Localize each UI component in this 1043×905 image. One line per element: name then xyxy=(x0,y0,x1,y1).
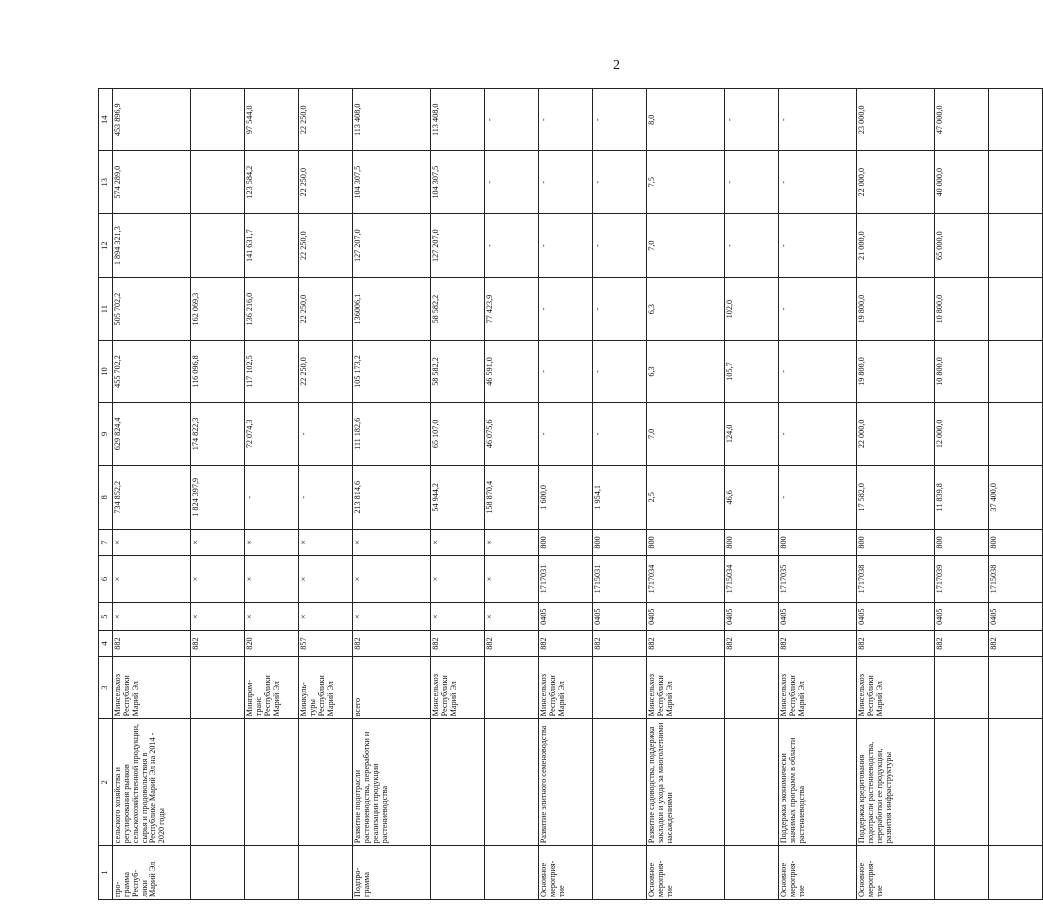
table-cell: Минпром- транс Республики Марий Эл xyxy=(245,656,299,718)
table-cell: 820 xyxy=(245,631,299,657)
column-header: 7 xyxy=(99,530,113,556)
table-cell: 19 800,0 xyxy=(857,340,935,402)
table-cell: 455 702,2 xyxy=(113,340,191,402)
table-cell: Минкуль- туры Республики Марий Эл xyxy=(299,656,353,718)
table-cell: 882 xyxy=(725,631,779,657)
table-cell: × xyxy=(485,603,539,631)
table-cell: 1 954,1 xyxy=(593,465,647,530)
table-cell: 158 870,4 xyxy=(485,465,539,530)
table-cell: × xyxy=(485,530,539,556)
table-row xyxy=(191,89,245,900)
table-cell: Основное мероприя- тие xyxy=(539,846,593,900)
table-cell: 882 xyxy=(353,631,431,657)
table-cell: 65 107,0 xyxy=(431,403,485,465)
table-cell: 11 839,8 xyxy=(935,465,989,530)
table-cell: × xyxy=(431,530,485,556)
table-cell: 54 944,2 xyxy=(431,465,485,530)
table-cell: 1715034 xyxy=(725,555,779,602)
table-cell: 113 408,0 xyxy=(353,89,431,152)
table-cell: × xyxy=(299,530,353,556)
table-cell: 0405 xyxy=(593,603,647,631)
table-cell: × xyxy=(245,555,299,602)
table-cell: 124,0 xyxy=(725,403,779,465)
table-cell: 0405 xyxy=(989,603,1043,631)
table-cell xyxy=(989,151,1043,213)
table-cell: × xyxy=(353,603,431,631)
table-cell xyxy=(989,846,1043,900)
table-row xyxy=(245,89,299,900)
column-header: 3 xyxy=(99,656,113,718)
column-header: 1 xyxy=(99,846,113,900)
table-cell xyxy=(725,656,779,718)
table-cell: 0405 xyxy=(539,603,593,631)
table-cell: 141 631,7 xyxy=(245,213,299,278)
table-cell: 1717038 xyxy=(857,555,935,602)
table-cell: 19 800,0 xyxy=(857,278,935,340)
table-row xyxy=(485,89,539,900)
table-cell xyxy=(245,846,299,900)
table-cell: 629 824,4 xyxy=(113,403,191,465)
table-cell: 17 582,0 xyxy=(857,465,935,530)
table-cell: 23 000,0 xyxy=(857,89,935,152)
table-cell: Подпро- грамма xyxy=(353,846,431,900)
table-cell: 6,3 xyxy=(647,278,725,340)
table-cell xyxy=(299,719,353,846)
table-cell: 65 000,0 xyxy=(935,213,989,278)
table-cell: - xyxy=(299,465,353,530)
table-cell: 453 896,9 xyxy=(113,89,191,152)
table-cell: - xyxy=(593,403,647,465)
table-cell: × xyxy=(431,603,485,631)
table-cell: - xyxy=(725,89,779,152)
table-cell: 882 xyxy=(857,631,935,657)
table-cell: 800 xyxy=(935,530,989,556)
table-cell: - xyxy=(779,278,857,340)
table-cell: Развитие элитного семеноводства xyxy=(539,719,593,846)
table-cell: 111 182,6 xyxy=(353,403,431,465)
table-cell: 213 814,6 xyxy=(353,465,431,530)
table-cell: 12 000,0 xyxy=(935,403,989,465)
table-cell: 47 000,0 xyxy=(935,89,989,152)
table-cell: - xyxy=(779,340,857,402)
table-cell xyxy=(191,656,245,718)
table-cell xyxy=(299,846,353,900)
table-cell: Минсельхоз Республики Марий Эл xyxy=(431,656,485,718)
table-cell xyxy=(191,846,245,900)
table-cell: 574 289,0 xyxy=(113,151,191,213)
table-cell: 800 xyxy=(989,530,1043,556)
table-cell: - xyxy=(779,213,857,278)
table-row xyxy=(353,89,431,900)
table-cell xyxy=(191,151,245,213)
table-cell: - xyxy=(539,213,593,278)
page-number: 2 xyxy=(613,58,620,73)
table-cell: Развитие подотрасли растениеводства, переработки и реализации продукции растениеводства xyxy=(353,719,431,846)
table-cell: 105,7 xyxy=(725,340,779,402)
table-cell: 46 591,0 xyxy=(485,340,539,402)
table-row xyxy=(725,89,779,900)
table-row xyxy=(539,89,593,900)
table-cell xyxy=(989,89,1043,152)
table-cell: 8,0 xyxy=(647,89,725,152)
table-cell: - xyxy=(779,89,857,152)
table-body xyxy=(113,89,1043,900)
table-cell: 800 xyxy=(593,530,647,556)
table-cell xyxy=(989,656,1043,718)
table-cell: × xyxy=(191,555,245,602)
table-cell: × xyxy=(191,530,245,556)
table-cell xyxy=(191,89,245,152)
table-cell: 505 702,2 xyxy=(113,278,191,340)
table-cell: 882 xyxy=(113,631,191,657)
table-cell: 127 207,0 xyxy=(353,213,431,278)
table-cell: 882 xyxy=(935,631,989,657)
table-cell: 10 800,0 xyxy=(935,278,989,340)
table-cell: 882 xyxy=(593,631,647,657)
table-cell: × xyxy=(113,530,191,556)
table-row xyxy=(857,89,935,900)
table-cell: 1715038 xyxy=(989,555,1043,602)
table-row xyxy=(431,89,485,900)
column-header: 11 xyxy=(99,278,113,340)
table-cell: 105 173,2 xyxy=(353,340,431,402)
table-cell: 102,0 xyxy=(725,278,779,340)
column-header: 14 xyxy=(99,89,113,152)
table-cell: 882 xyxy=(779,631,857,657)
table-cell xyxy=(989,213,1043,278)
table-cell: 800 xyxy=(725,530,779,556)
table-cell xyxy=(431,719,485,846)
table-cell: × xyxy=(431,555,485,602)
table-cell: × xyxy=(113,555,191,602)
table-cell: 116 096,8 xyxy=(191,340,245,402)
table-cell: 21 000,0 xyxy=(857,213,935,278)
table-cell: - xyxy=(539,151,593,213)
table-cell: 22 250,0 xyxy=(299,278,353,340)
table-cell: 1717034 xyxy=(647,555,725,602)
table-row xyxy=(647,89,725,900)
table-cell: 123 584,2 xyxy=(245,151,299,213)
table-cell: - xyxy=(593,340,647,402)
table-cell: всего xyxy=(353,656,431,718)
table-cell: 40 000,0 xyxy=(935,151,989,213)
table-row xyxy=(299,89,353,900)
table-cell: 104 307,5 xyxy=(353,151,431,213)
table-cell: 46,6 xyxy=(725,465,779,530)
table-cell xyxy=(431,846,485,900)
table-cell: 136006,1 xyxy=(353,278,431,340)
table-cell: × xyxy=(245,603,299,631)
table-cell: 22 000,0 xyxy=(857,403,935,465)
table-cell: 22 250,0 xyxy=(299,213,353,278)
table-cell: 6,3 xyxy=(647,340,725,402)
column-header: 9 xyxy=(99,403,113,465)
budget-table-wrapper xyxy=(98,88,998,900)
table-cell: × xyxy=(299,555,353,602)
table-cell xyxy=(989,278,1043,340)
table-cell: 22 250,0 xyxy=(299,89,353,152)
table-cell: 882 xyxy=(485,631,539,657)
table-cell: 800 xyxy=(857,530,935,556)
table-cell: 162 069,3 xyxy=(191,278,245,340)
table-row xyxy=(593,89,647,900)
table-cell: - xyxy=(245,465,299,530)
table-cell: - xyxy=(485,89,539,152)
table-cell: 800 xyxy=(779,530,857,556)
column-header: 12 xyxy=(99,213,113,278)
table-cell xyxy=(989,403,1043,465)
table-cell xyxy=(989,340,1043,402)
header-row xyxy=(99,89,113,900)
table-cell: 174 822,3 xyxy=(191,403,245,465)
table-cell: про- грамма Респуб- лики Марий Эл xyxy=(113,846,191,900)
table-cell: - xyxy=(593,151,647,213)
table-cell: 800 xyxy=(539,530,593,556)
table-cell: 77 423,9 xyxy=(485,278,539,340)
table-cell xyxy=(245,719,299,846)
table-cell: 37 400,0 xyxy=(989,465,1043,530)
table-cell xyxy=(593,656,647,718)
table-cell: × xyxy=(353,555,431,602)
table-cell: 113 408,0 xyxy=(431,89,485,152)
table-cell: - xyxy=(779,465,857,530)
table-cell: - xyxy=(539,89,593,152)
table-cell: × xyxy=(485,555,539,602)
table-cell: - xyxy=(539,278,593,340)
column-header: 4 xyxy=(99,631,113,657)
column-header: 8 xyxy=(99,465,113,530)
table-cell: - xyxy=(539,403,593,465)
table-cell: - xyxy=(725,213,779,278)
table-cell xyxy=(593,719,647,846)
table-cell: Основное мероприя- тие xyxy=(857,846,935,900)
table-cell: 0405 xyxy=(935,603,989,631)
column-header: 5 xyxy=(99,603,113,631)
table-cell: 97 544,0 xyxy=(245,89,299,152)
table-cell: 58 582,2 xyxy=(431,340,485,402)
table-cell: 734 852,2 xyxy=(113,465,191,530)
table-cell: 10 800,0 xyxy=(935,340,989,402)
table-row xyxy=(113,89,191,900)
table-cell: 7,0 xyxy=(647,213,725,278)
table-cell: 22 000,0 xyxy=(857,151,935,213)
table-cell: 72 074,3 xyxy=(245,403,299,465)
table-cell: - xyxy=(593,213,647,278)
table-cell: 882 xyxy=(539,631,593,657)
table-cell: 0405 xyxy=(647,603,725,631)
table-cell: 136 216,0 xyxy=(245,278,299,340)
table-cell: 0405 xyxy=(779,603,857,631)
table-cell: 46 075,6 xyxy=(485,403,539,465)
table-cell: 127 207,0 xyxy=(431,213,485,278)
table-cell: 800 xyxy=(647,530,725,556)
budget-table xyxy=(98,88,1043,900)
table-cell: 1 894 321,3 xyxy=(113,213,191,278)
table-cell: - xyxy=(539,340,593,402)
table-cell: - xyxy=(485,151,539,213)
table-cell xyxy=(725,719,779,846)
table-cell: 1717031 xyxy=(539,555,593,602)
table-cell: 2,5 xyxy=(647,465,725,530)
column-header: 6 xyxy=(99,555,113,602)
table-cell: 1717039 xyxy=(935,555,989,602)
column-header: 2 xyxy=(99,719,113,846)
table-cell xyxy=(935,656,989,718)
table-cell: 1 600,0 xyxy=(539,465,593,530)
table-cell xyxy=(725,846,779,900)
table-cell: Основное мероприя- тие xyxy=(647,846,725,900)
table-cell: 1717035 xyxy=(779,555,857,602)
table-cell: - xyxy=(779,403,857,465)
table-cell: 7,5 xyxy=(647,151,725,213)
table-cell: 22 250,0 xyxy=(299,340,353,402)
column-header: 10 xyxy=(99,340,113,402)
table-cell: 857 xyxy=(299,631,353,657)
table-cell: Минсельхоз Республики Марий Эл xyxy=(857,656,935,718)
table-cell: 882 xyxy=(647,631,725,657)
table-cell: - xyxy=(485,213,539,278)
table-cell: 882 xyxy=(989,631,1043,657)
table-row xyxy=(935,89,989,900)
table-cell xyxy=(935,719,989,846)
table-cell: × xyxy=(299,603,353,631)
table-cell xyxy=(191,213,245,278)
table-cell: 104 307,5 xyxy=(431,151,485,213)
table-row xyxy=(989,89,1043,900)
table-cell: - xyxy=(593,278,647,340)
table-cell: Поддержка кредитования подотрасли растениеводства, переработки ее продукции, развития инфраструктуры xyxy=(857,719,935,846)
table-cell xyxy=(191,719,245,846)
table-cell: 882 xyxy=(431,631,485,657)
table-cell: × xyxy=(245,530,299,556)
column-header: 13 xyxy=(99,151,113,213)
table-cell: 1 824 397,9 xyxy=(191,465,245,530)
table-cell: 1715031 xyxy=(593,555,647,602)
table-cell: Развитие садоводства, поддержка закладки и ухода за многолетними насаждениями xyxy=(647,719,725,846)
table-row xyxy=(779,89,857,900)
table-cell xyxy=(485,656,539,718)
table-cell: Поддержка экономически значимых программ в области растениеводства xyxy=(779,719,857,846)
table-cell xyxy=(593,846,647,900)
table-cell: 882 xyxy=(191,631,245,657)
table-cell xyxy=(989,719,1043,846)
table-cell: 58 582,2 xyxy=(431,278,485,340)
table-cell: сельского хозяйства и регулирования рынков сельскохозяйственной продукции, сырья и продовольствия в Республике Марий Эл на 2014 - 2020 годы xyxy=(113,719,191,846)
table-cell: Основное мероприя- тие xyxy=(779,846,857,900)
table-cell: 0405 xyxy=(725,603,779,631)
table-cell: Минсельхоз Республики Марий Эл xyxy=(779,656,857,718)
table-cell xyxy=(485,719,539,846)
table-cell: × xyxy=(113,603,191,631)
table-cell: Минсельхоз Республики Марий Эл xyxy=(539,656,593,718)
table-cell: 0405 xyxy=(857,603,935,631)
table-cell: Минсельхоз Республики Марий Эл xyxy=(647,656,725,718)
table-cell: × xyxy=(191,603,245,631)
table-cell: - xyxy=(725,151,779,213)
table-cell: × xyxy=(353,530,431,556)
table-cell xyxy=(485,846,539,900)
table-cell: 7,0 xyxy=(647,403,725,465)
table-cell: - xyxy=(779,151,857,213)
table-cell: - xyxy=(593,89,647,152)
table-cell: Минсельхоз Республики Марий Эл xyxy=(113,656,191,718)
table-cell: - xyxy=(299,403,353,465)
table-cell: 117 102,5 xyxy=(245,340,299,402)
table-cell xyxy=(935,846,989,900)
table-cell: 22 250,0 xyxy=(299,151,353,213)
